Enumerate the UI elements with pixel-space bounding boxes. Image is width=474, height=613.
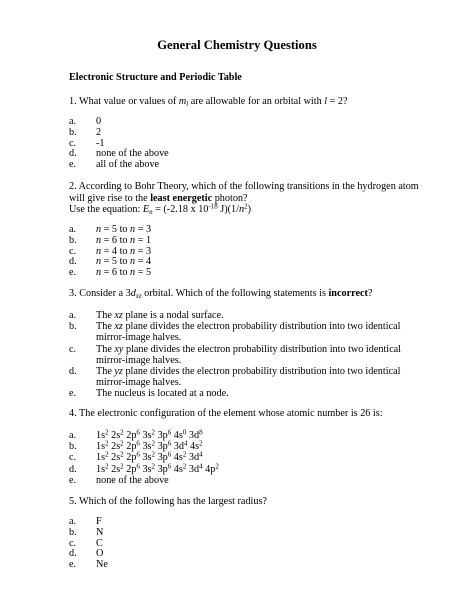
option-label: b.: [69, 441, 77, 453]
question-2-text: [69, 181, 419, 216]
option-text: = 5 to: [101, 224, 131, 235]
q1-option: [69, 160, 169, 171]
q2-line-2-bold: least energetic: [150, 192, 213, 204]
q2-eq-post: ): [247, 204, 251, 215]
electron-count: 6: [167, 462, 172, 471]
q2-eq-n: n: [238, 204, 245, 215]
q5-option: [69, 528, 108, 539]
option-text: 2: [96, 126, 102, 138]
option-label: d.: [69, 366, 77, 378]
electron-count: 2: [182, 462, 187, 471]
q3-text-mid: orbital. Which of the following statements is: [141, 288, 329, 299]
option-text: = 4: [135, 256, 152, 268]
option-label: d.: [69, 148, 77, 160]
orbital-label: 3s: [142, 441, 152, 453]
q3-var-d: d: [130, 288, 136, 299]
option-label: c.: [69, 245, 77, 257]
option-label: a.: [69, 116, 77, 127]
q2-line-3: [69, 204, 419, 216]
orbital-label: 2s: [111, 452, 121, 464]
electron-count: 4: [199, 450, 203, 459]
electron-count: 6: [167, 439, 172, 448]
orbital-label: 2p: [126, 430, 137, 441]
orbital-label: 3d: [173, 441, 184, 453]
q1-var-m: m: [178, 96, 187, 107]
option-label: a.: [69, 516, 77, 527]
electron-count: 6: [167, 428, 172, 437]
electron-count: 2: [199, 439, 203, 448]
option-text: = 3: [135, 224, 152, 235]
option-text-line-2: mirror-image halves.: [96, 377, 182, 389]
q2-eq-pre: Use the equation:: [69, 204, 143, 215]
option-text: C: [96, 537, 103, 549]
option-label: d.: [69, 463, 77, 475]
orbital-label: 3d: [188, 463, 200, 475]
q1-text-pre: 1. What value or values of: [69, 96, 179, 107]
q2-eq-text: = (-2.18 x 10: [152, 204, 209, 215]
option-text: all of the above: [96, 159, 160, 171]
q4-option: [69, 430, 219, 441]
option-text: Ne: [96, 559, 108, 571]
q3-text-bold: incorrect: [328, 288, 368, 299]
orbital-label: 3p: [157, 441, 168, 453]
electron-count: 2: [151, 439, 156, 448]
q2-eq-sub: n: [149, 208, 153, 216]
option-var: n: [130, 256, 136, 268]
option-label: b.: [69, 526, 77, 538]
option-label: b.: [69, 126, 77, 138]
electron-count: 2: [105, 428, 109, 437]
option-text: = 5 to: [101, 256, 131, 268]
option-text: N: [96, 526, 104, 538]
orbital-term: [174, 464, 187, 475]
q3-option: [69, 321, 401, 343]
q3-text-pre: 3. Consider a 3: [69, 288, 131, 299]
orbital-term: [126, 464, 140, 475]
option-text: plane divides the electron probability distribution into two identical: [123, 343, 401, 355]
orbital-label: 1s: [96, 441, 106, 453]
electron-configuration: [96, 464, 219, 475]
electron-count: 2: [151, 428, 156, 437]
option-text: = 5: [135, 267, 152, 279]
question-3-text: [69, 288, 372, 300]
q1-var-l: l: [324, 96, 328, 107]
option-text: none of the above: [96, 148, 169, 160]
electron-count: 2: [120, 462, 124, 471]
orbital-label: 3s: [142, 452, 152, 464]
option-text: The: [96, 343, 115, 355]
electron-count: 2: [151, 462, 156, 471]
electron-count: 6: [136, 428, 140, 437]
q3-sub-xz: xz: [135, 292, 142, 300]
q1-option: [69, 117, 169, 128]
q2-eq-mid: J)(1/: [217, 204, 239, 215]
option-text: The: [96, 310, 115, 321]
orbital-term: [158, 464, 172, 475]
q2-eq-sq: 2: [244, 202, 248, 211]
option-text: O: [96, 548, 104, 560]
electron-count: 2: [120, 450, 124, 459]
question-4-text: 4. The electronic configuration of the element whose atomic number is 26 is:: [69, 408, 383, 419]
orbital-label: 4s: [173, 452, 183, 464]
option-text: -1: [96, 137, 105, 149]
option-label: e.: [69, 474, 77, 486]
electron-count: 6: [136, 439, 140, 448]
orbital-term: [142, 464, 155, 475]
electron-count: 2: [151, 450, 156, 459]
orbital-label: 2s: [111, 430, 121, 441]
question-5-options: [69, 517, 108, 571]
q2-line-1: 2. According to Bohr Theory, which of the following transitions in the hydrogen atom: [69, 181, 419, 192]
orbital-label: 2s: [111, 441, 121, 453]
option-label: a.: [69, 310, 77, 321]
orbital-label: 4s: [190, 441, 200, 453]
q2-eq-var: E: [142, 204, 150, 215]
option-var: n: [96, 256, 102, 268]
option-var: xz: [114, 321, 123, 333]
q1-text-post: = 2?: [327, 96, 348, 107]
q2-line-2-pre: will give rise to the: [69, 192, 151, 204]
electron-count: 6: [136, 462, 140, 471]
q4-option: [69, 475, 219, 486]
option-var: yz: [114, 366, 123, 378]
q3-option: [69, 366, 401, 388]
option-label: a.: [69, 430, 77, 441]
option-label: e.: [69, 559, 77, 571]
electron-count: 2: [105, 450, 109, 459]
option-label: a.: [69, 224, 77, 235]
q3-option: [69, 310, 401, 321]
option-var: n: [96, 267, 102, 279]
question-4-options: [69, 430, 219, 486]
q1-option: [69, 128, 169, 139]
orbital-term: [205, 464, 219, 475]
question-3-options: [69, 310, 401, 400]
option-var: n: [96, 234, 102, 246]
orbital-term: [189, 464, 203, 475]
option-text: plane divides the electron probability distribution into two identical: [122, 321, 401, 333]
option-var: n: [130, 224, 136, 235]
option-var: n: [130, 245, 136, 257]
option-text: F: [96, 516, 102, 527]
orbital-label: 2p: [126, 463, 137, 475]
q2-eq-exp: -18: [208, 202, 218, 211]
q3-option: [69, 388, 401, 399]
q5-option: [69, 560, 108, 571]
q2-line-2-post: photon?: [212, 192, 248, 204]
orbital-label: 3p: [157, 430, 168, 441]
orbital-label: 1s: [96, 452, 106, 464]
option-text: = 6 to: [101, 234, 131, 246]
q4-option: [69, 441, 219, 452]
electron-count: 8: [199, 428, 203, 437]
option-label: e.: [69, 388, 77, 400]
option-text: = 3: [135, 245, 152, 257]
orbital-label: 1s: [96, 430, 106, 441]
electron-count: 6: [136, 450, 140, 459]
orbital-label: 3s: [142, 430, 152, 441]
option-text-line-2: mirror-image halves.: [96, 354, 182, 366]
option-label: e.: [69, 159, 77, 171]
orbital-label: 4p: [205, 463, 216, 475]
section-heading: Electronic Structure and Periodic Table: [69, 72, 242, 83]
orbital-label: 4s: [173, 430, 183, 441]
q4-option: [69, 452, 219, 463]
question-5-text: 5. Which of the following has the largest radius?: [69, 496, 267, 507]
option-text: = 1: [135, 234, 152, 246]
q1-text-mid: are allowable for an orbital with: [188, 96, 325, 107]
option-var: n: [96, 245, 102, 257]
orbital-label: 3s: [142, 463, 152, 475]
orbital-label: 3d: [188, 452, 200, 464]
option-text: = 4 to: [101, 245, 131, 257]
electron-count: 4: [183, 439, 188, 448]
option-text: The nucleus is located at a node.: [96, 388, 229, 400]
orbital-label: 2p: [126, 441, 137, 453]
option-text: = 6 to: [101, 267, 131, 279]
q1-sub-l: l: [186, 100, 189, 108]
option-text-line-2: mirror-image halves.: [96, 332, 182, 344]
option-var: n: [130, 234, 136, 246]
option-label: e.: [69, 267, 77, 279]
option-text: none of the above: [96, 474, 169, 486]
orbital-label: 2s: [111, 463, 121, 475]
orbital-label: 1s: [96, 463, 106, 475]
orbital-label: 2p: [126, 452, 137, 464]
question-2-options: [69, 225, 151, 279]
option-label: c.: [69, 452, 77, 464]
option-var: n: [130, 267, 136, 279]
electron-count: 2: [182, 450, 187, 459]
electron-count: 2: [215, 462, 219, 471]
option-text: The: [96, 366, 115, 378]
option-label: b.: [69, 234, 77, 246]
option-label: c.: [69, 343, 77, 355]
orbital-term: [111, 464, 124, 475]
orbital-label: 4s: [173, 463, 183, 475]
option-label: b.: [69, 321, 77, 333]
electron-count: 6: [167, 450, 172, 459]
orbital-term: [96, 464, 109, 475]
q4-option: [69, 464, 219, 475]
option-text: plane divides the electron probability distribution into two identical: [122, 366, 401, 378]
electron-count: 0: [182, 428, 187, 437]
orbital-label: 3p: [157, 452, 168, 464]
question-1-text: [69, 96, 348, 108]
orbital-label: 3p: [157, 463, 168, 475]
option-var: xz: [114, 310, 123, 321]
electron-count: 2: [105, 462, 109, 471]
question-1-options: [69, 117, 169, 171]
option-var: n: [96, 224, 102, 235]
option-label: c.: [69, 537, 77, 549]
electron-count: 2: [120, 439, 124, 448]
option-var: xy: [114, 343, 124, 355]
q2-option: [69, 268, 151, 279]
electron-count: 4: [199, 462, 203, 471]
page-title: General Chemistry Questions: [157, 38, 317, 52]
electron-count: 2: [120, 428, 124, 437]
option-label: c.: [69, 137, 77, 149]
option-label: d.: [69, 548, 77, 560]
option-text: 0: [96, 116, 102, 127]
option-text: plane is a nodal surface.: [122, 310, 224, 321]
q3-option: [69, 344, 401, 366]
orbital-label: 3d: [188, 430, 200, 441]
electron-count: 2: [105, 439, 109, 448]
option-text: The: [96, 321, 115, 333]
q3-text-post: ?: [367, 288, 373, 299]
option-label: d.: [69, 256, 77, 268]
